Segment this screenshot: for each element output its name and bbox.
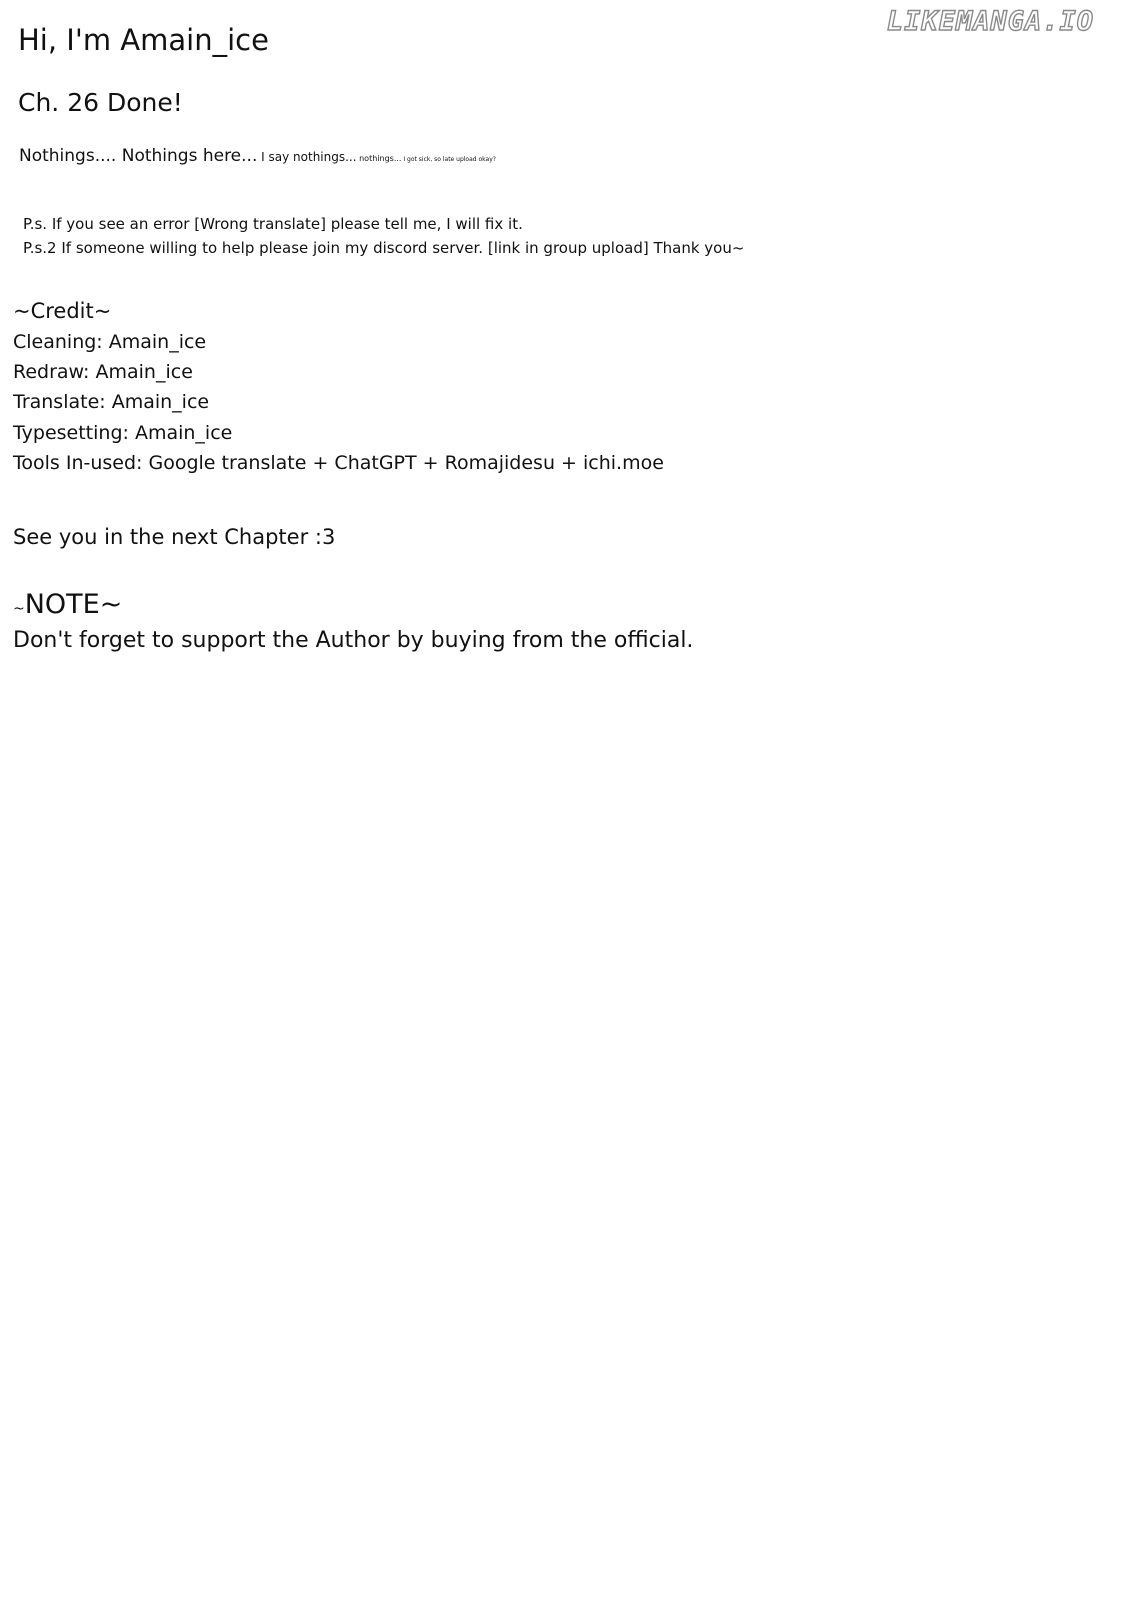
see-you-text: See you in the next Chapter :3 [13, 525, 336, 549]
note-title [13, 591, 122, 618]
credit-line-typesetting: Typesetting: Amain_ice [13, 422, 233, 444]
ps-note-1: P.s. If you see an error [Wrong translate] please tell me, I will fix it. [23, 215, 523, 233]
note-title-prefix: ~ [13, 601, 25, 617]
note-body: Don't forget to support the Author by buying from the official. [13, 628, 694, 653]
nothings-part-2: I say nothings... [257, 150, 357, 164]
greeting-heading: Hi, I'm Amain_ice [18, 23, 269, 57]
credit-line-cleaning: Cleaning: Amain_ice [13, 331, 207, 353]
credit-line-tools: Tools In-used: Google translate + ChatGPT + Romajidesu + ichi.moe [13, 452, 664, 474]
nothings-text [19, 148, 496, 165]
chapter-status: Ch. 26 Done! [18, 88, 183, 117]
watermark-logo: LIKEMANGA.IO [886, 6, 1094, 37]
note-title-text: NOTE~ [24, 589, 123, 620]
nothings-part-4: I got sick, so late upload okay? [401, 156, 496, 163]
credit-line-redraw: Redraw: Amain_ice [13, 361, 193, 383]
ps-note-2: P.s.2 If someone willing to help please join my discord server. [link in group upload] Thank you~ [23, 239, 745, 257]
credit-title: ~Credit~ [13, 299, 112, 323]
nothings-part-1: Nothings.... Nothings here... [19, 146, 258, 166]
credit-line-translate: Translate: Amain_ice [13, 391, 210, 413]
nothings-part-3: nothings... [356, 154, 402, 163]
